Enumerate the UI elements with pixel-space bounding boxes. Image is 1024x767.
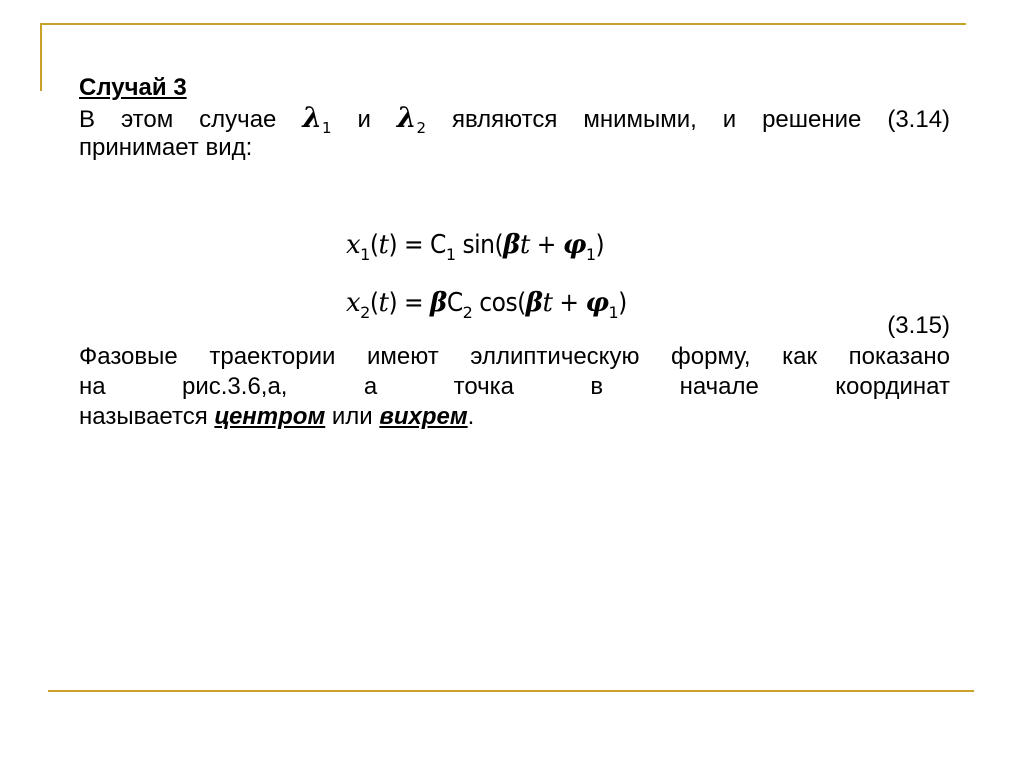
formula-op: ) [618,288,627,318]
formula-op: + [529,230,563,260]
para2-text-1: Фазовые траектории имеют эллиптическую форму, как показано [79,343,950,370]
lambda-1-subscript: 1 [321,119,332,137]
lambda-2-subscript: 2 [416,119,427,137]
formula-sub: 1 [608,303,619,322]
formula-sub: 2 [360,303,370,322]
slide-frame-top-line [40,23,966,25]
formula-const: C [446,288,463,318]
para2-line-2 [79,372,950,402]
formula-sub: 1 [585,245,596,264]
formula-var: x [346,288,361,318]
formula-op: ) [595,230,605,260]
formula-beta: β [525,288,543,318]
para2-word: начале [679,373,759,400]
paragraph-phase [79,342,950,432]
formula-var: t [378,288,389,318]
equation-number: (3.15) [887,312,950,339]
formula-x1: $x_1(t) = C_1$ $\sin(\beta t + \varphi_1)$ [346,230,605,264]
formula-var: t [519,230,530,260]
para2-text-3: называется [79,403,215,430]
intro-text-3: являются мнимыми, и решение (3.14) [451,106,951,133]
formula-phi: φ [585,288,609,318]
slide-body [79,73,950,163]
formula-op: + [552,288,586,318]
formula-func: cos( [472,288,526,318]
heading-line [79,73,950,103]
formula-beta: β [430,288,447,318]
lambda-symbol: λ [302,101,322,134]
formula-phi: φ [562,230,586,260]
term-vortex: вихрем [379,403,468,430]
lambda-1 [302,101,332,137]
lambda-symbol: λ [396,101,417,134]
lambda-2 [396,101,427,137]
formula-beta: β [503,230,520,260]
para2-word: а [363,373,378,400]
para2-word: в [590,373,604,400]
intro-line-1 [79,101,951,137]
formula-var: t [378,230,389,260]
intro-line-2 [79,133,950,163]
formula-sub: 1 [445,245,456,264]
intro-text-1: В этом случае [79,106,277,133]
para2-text-4: или [325,403,380,430]
formula-x2: $x_2(t) = \beta C_2$ $\cos(\beta t + \varphi_1)$ [346,288,627,322]
formula-sub: 2 [462,303,473,322]
formula-op: ) = [388,288,431,318]
formula-var: x [346,230,361,260]
para2-line-1 [79,342,950,372]
intro-text-4: принимает вид: [79,134,253,161]
formula-op: ) = C [388,230,446,260]
intro-text-2: и [357,106,371,133]
para2-word: точка [453,373,515,400]
slide-frame-left-line [40,23,42,91]
para2-text-5: . [467,403,475,430]
para2-line-3 [79,402,950,432]
formula-func: sin( [455,230,504,260]
term-center: центром [214,403,326,430]
formula-sub: 1 [360,245,370,264]
para2-word: на [79,373,106,400]
para2-word: рис.3.6,а, [182,373,288,400]
slide-heading: Случай 3 [79,74,187,101]
slide-frame-bottom-line [48,690,974,692]
formula-var: t [542,288,553,318]
para2-word: координат [835,373,950,400]
